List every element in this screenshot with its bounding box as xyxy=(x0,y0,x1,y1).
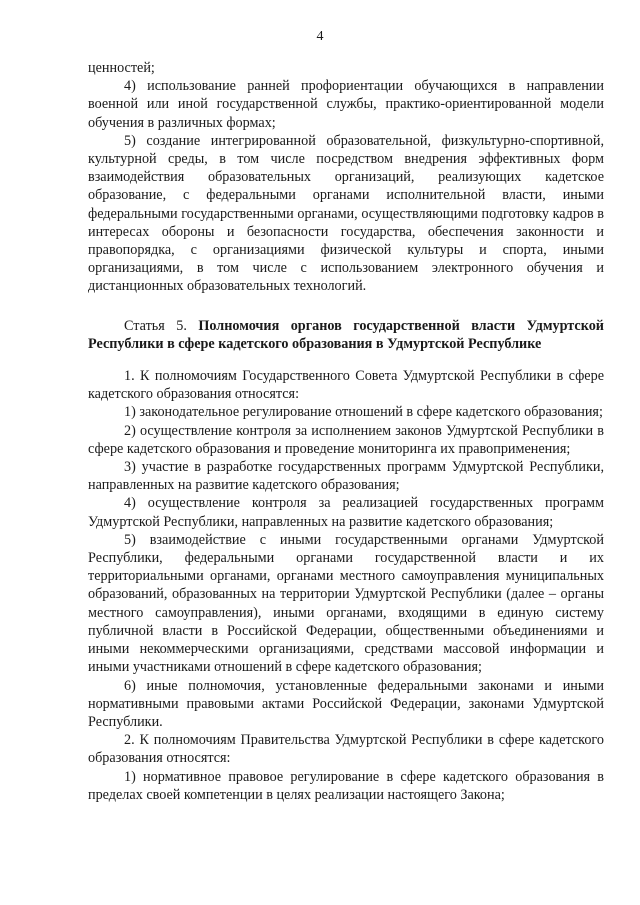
paragraph-item-4-career-guidance: 4) использование ранней профориентации обучающихся в направлении военной или иной государственной службы, практико-ориентированной модели обучения в различных формах; xyxy=(88,78,604,131)
article-5-heading xyxy=(88,317,604,353)
section-1-item-1: 1) законодательное регулирование отношений в сфере кадетского образования; xyxy=(124,404,603,421)
article-title: Полномочия органов государственной власти Удмуртской Республики в сфере кадетского образования в Удмуртской Республике xyxy=(88,317,604,352)
section-1-item-4: 4) осуществление контроля за реализацией государственных программ Удмуртской Республики, направленных на развитие кадетского образования; xyxy=(88,495,604,530)
section-1-item-2: 2) осуществление контроля за исполнением законов Удмуртской Республики в сфере кадетского образования и проведение мониторинга их правоприменения; xyxy=(88,422,604,457)
article-number: Статья 5. xyxy=(124,317,199,334)
section-1-intro: 1. К полномочиям Государственного Совета Удмуртской Республики в сфере кадетского образования относятся: xyxy=(88,368,604,403)
paragraph-item-5-integrated-environment: 5) создание интегрированной образовательной, физкультурно-спортивной, культурной среды, в том числе посредством внедрения эффективных форм взаимодействия образовательных организаций, реализующих кадетское образование, с федеральными органами исполнительной власти, иными федеральными государственными органами, осуществляющими подготовку кадров в интересах обороны и безопасности государства, обеспечения законности и правопорядка, с организациями физической культуры и спорта, иными организациями, в том числе с использованием электронного обучения и дистанционных образовательных технологий. xyxy=(88,132,604,295)
page-number: 4 xyxy=(316,29,324,44)
section-2-intro: 2. К полномочиям Правительства Удмуртской Республики в сфере кадетского образования относятся: xyxy=(88,732,604,767)
section-2-item-1: 1) нормативное правовое регулирование в сфере кадетского образования в пределах своей компетенции в целях реализации настоящего Закона; xyxy=(88,768,604,803)
document-body xyxy=(88,59,604,804)
section-1-item-6: 6) иные полномочия, установленные федеральными законами и иными нормативными правовыми актами Российской Федерации, законами Удмуртской Республики. xyxy=(88,677,604,730)
section-1-item-5: 5) взаимодействие с иными государственными органами Удмуртской Республики, федеральными органами государственной власти и их территориальными органами, органами местного самоуправления муниципальных образований, образованных на территории Удмуртской Республики (далее – органы местного самоуправления), иными органами, входящими в единую систему публичной власти в Российской Федерации, общественными объединениями и иными некоммерческими организациями, средствами массовой информации и иными участниками отношений в сфере кадетского образования; xyxy=(88,531,604,676)
paragraph-values-end: ценностей; xyxy=(88,60,155,76)
section-1-item-3: 3) участие в разработке государственных программ Удмуртской Республики, направленных на развитие кадетского образования; xyxy=(88,459,604,494)
